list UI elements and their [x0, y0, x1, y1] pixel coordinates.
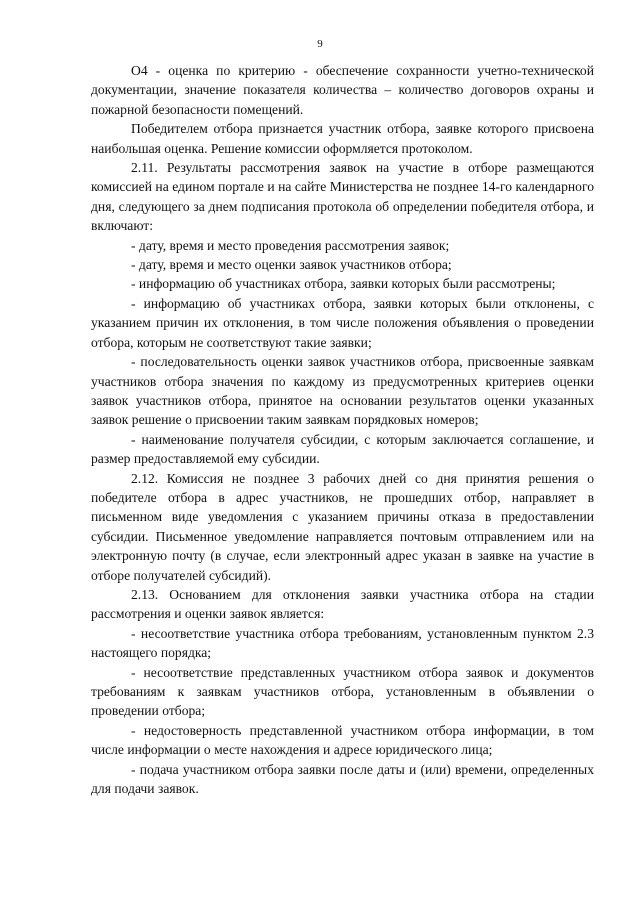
list-item: - дату, время и место проведения рассмотрения заявок;	[131, 237, 450, 253]
paragraph-2-12: 2.12. Комиссия не позднее 3 рабочих дней со дня принятия решения о победителе отбора в адрес участников, не прошедших отбор, направляет в письменном виде уведомления с указанием причины отказа в предоставлении субсидии. Письменное уведомление направляется почтовым отправлением или на электронную почту (в случае, если электронный адрес указан в заявке на участие в отборе получателей субсидий).	[91, 470, 594, 583]
document-body	[91, 61, 594, 798]
paragraph-winner: Победителем отбора признается участник отбора, заявке которого присвоена наибольшая оценка. Решение комиссии оформляется протоколом.	[91, 121, 594, 156]
list-item: - информацию об участниках отбора, заявки которых были отклонены, с указанием причин их отклонения, в том числе положения объявления о проведении отбора, которым не соответствуют такие заявки;	[91, 295, 594, 350]
list-item: - несоответствие представленных участником отбора заявок и документов требованиям к заявкам участников отбора, установленным в объявлении о проведении отбора;	[91, 664, 594, 719]
list-item: - информацию об участниках отбора, заявки которых были рассмотрены;	[131, 276, 556, 292]
paragraph-2-13: 2.13. Основанием для отклонения заявки участника отбора на стадии рассмотрения и оценки заявок является:	[91, 586, 594, 622]
page-number: 9	[317, 38, 323, 50]
list-item: - дату, время и место оценки заявок участников отбора;	[131, 257, 452, 273]
paragraph-2-11: 2.11. Результаты рассмотрения заявок на участие в отборе размещаются комиссией на едином портале и на сайте Министерства не позднее 14-го календарного дня, следующего за днем подписания протокола об определении победителя отбора, и включают:	[91, 160, 594, 234]
list-item: - последовательность оценки заявок участников отбора, присвоенные заявкам участников отбора значения по каждому из предусмотренных критериев оценки заявок участников отбора, принятое на основании результатов оценки указанных заявок решение о присвоении таким заявкам порядковых номеров;	[91, 354, 594, 428]
paragraph-o4-criterion: О4 - оценка по критерию - обеспечение сохранности учетно-технической документации, значение показателя количества – количество договоров охраны и пожарной безопасности помещений.	[91, 63, 594, 117]
list-item: - наименование получателя субсидии, с которым заключается соглашение, и размер предоставляемой ему субсидии.	[91, 431, 594, 467]
list-item: - несоответствие участника отбора требованиям, установленным пунктом 2.3 настоящего порядка;	[91, 625, 594, 661]
list-item: - недостоверность представленной участником отбора информации, в том числе информации о месте нахождения и адресе юридического лица;	[91, 722, 594, 758]
list-item: - подача участником отбора заявки после даты и (или) времени, определенных для подачи заявок.	[91, 761, 594, 797]
